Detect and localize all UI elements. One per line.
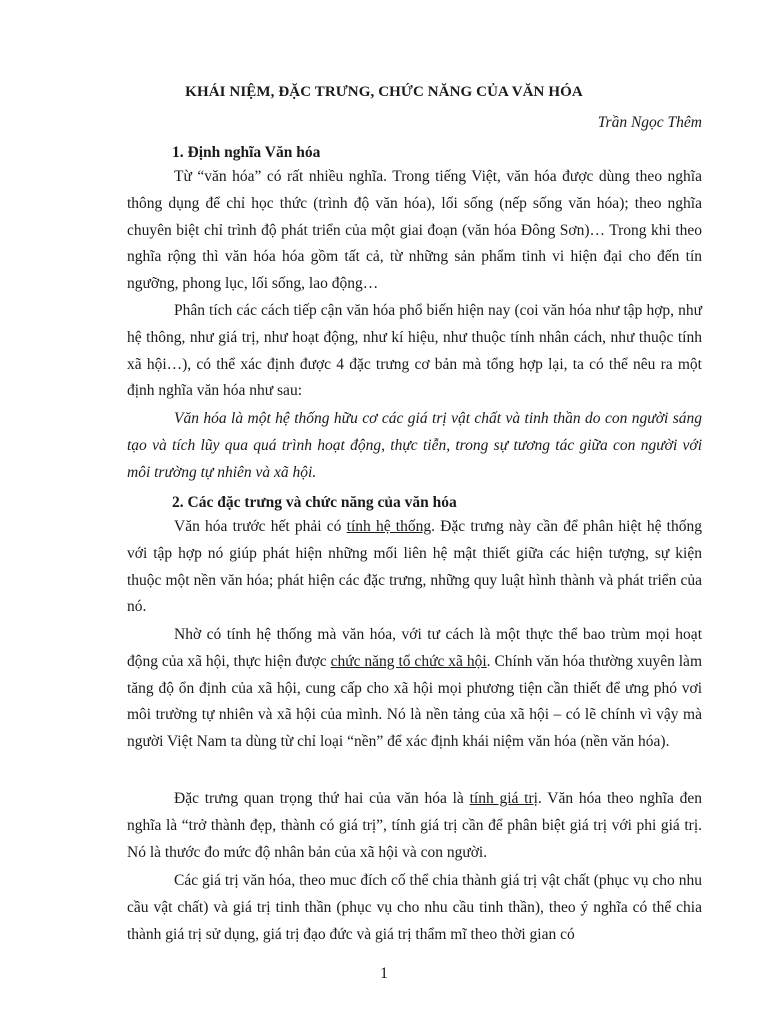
section-2-paragraph-3 [127,786,702,866]
section-1-paragraph-1: Từ “văn hóa” có rất nhiều nghĩa. Trong tiếng Việt, văn hóa được dùng theo nghĩa thông dụng để chỉ học thức (trình độ văn hóa), lối sống (nếp sống văn hóa); theo nghĩa chuyên biệt chỉ trình độ phát triển của một giai đoạn (văn hóa Đông Sơn)… Trong khi theo nghĩa rộng thì văn hóa hóa gồm tất cả, từ những sản phẩm tinh vi hiện đại cho đến tín ngưỡng, phong lục, lối sống, lao động… [127,168,702,293]
section-2-paragraph-1 [127,514,702,621]
text-run: . Văn hóa theo nghĩa đen nghĩa là “trở thành đẹp, thành có giá trị”, tính giá trị cần để phân biệt giá trị với phi giá trị. Nó là thước đo mức độ nhân bản của xã hội và con người. [127,790,702,861]
text-run: Nhờ có tính hệ thống mà văn hóa, với tư cách là một thực thể bao trùm mọi hoạt động của xã hội, thực hiện được [127,626,702,670]
underlined-term: chức năng tổ chức xã hội [330,652,487,670]
culture-definition: Văn hóa là một hệ thống hữu cơ các giá trị vật chất và tinh thần do con người sáng tạo và tích lũy qua quá trình hoạt động, thực tiễn, trong sự tương tác giữa con người với môi trường tự nhiên và xã hội. [127,410,702,481]
underlined-term: tính hệ thống [346,518,432,535]
section-1-heading: 1. Định nghĩa Văn hóa [172,144,321,161]
underlined-term: tính giá trị [469,790,538,807]
author-name: Trần Ngọc Thêm [597,114,702,131]
section-2-paragraph-2 [127,622,702,756]
text-run: Đặc trưng quan trọng thứ hai của văn hóa là [174,790,470,807]
section-1-paragraph-2: Phân tích các cách tiếp cận văn hóa phổ biến hiện nay (coi văn hóa như tập hợp, như hệ thông, như giá trị, như hoạt động, như kí hiệu, như thuộc tính nhân cách, như thuộc tính xã hội…), có thể xác định được 4 đặc trưng cơ bản mà tổng hợp lại, ta có thể nêu ra một định nghĩa văn hóa như sau: [127,302,702,400]
page-number: 1 [380,965,388,982]
text-run: . Đặc trưng này cần để phân hiệt hệ thống với tập hợp nó giúp phát hiện những mối liên hệ mật thiết giữa các hiện tượng, sự kiện thuộc một nền văn hóa; phát hiện các đặc trưng, những quy luật hình thành và phát triển của nó. [127,518,702,616]
text-run: Văn hóa trước hết phải có [174,518,347,535]
text-run: . Chính văn hóa thường xuyên làm tăng độ ổn định của xã hội, cung cấp cho xã hội mọi phương tiện cần thiết để ưng phó vơi môi trường tự nhiên và xã hội của mình. Nó là nền tảng của xã hội – có lẽ chính vì vậy mà người Việt Nam ta dùng từ chỉ loại “nền” để xác định khái niệm văn hóa (nền văn hóa). [127,652,702,751]
section-2-paragraph-4: Các giá trị văn hóa, theo muc đích cố thể chia thành giá trị vật chất (phục vụ cho nhu cầu vật chất) và giá trị tinh thần (phục vụ cho nhu cầu tinh thần), theo ý nghĩa có thể chia thành giá trị sử dụng, giá trị đạo đức và giá trị thẩm mĩ theo thời gian có [127,872,702,943]
section-2-heading: 2. Các đặc trưng và chức năng của văn hóa [172,494,457,511]
document-title: KHÁI NIỆM, ĐẶC TRƯNG, CHỨC NĂNG CỦA VĂN HÓA [185,84,583,100]
